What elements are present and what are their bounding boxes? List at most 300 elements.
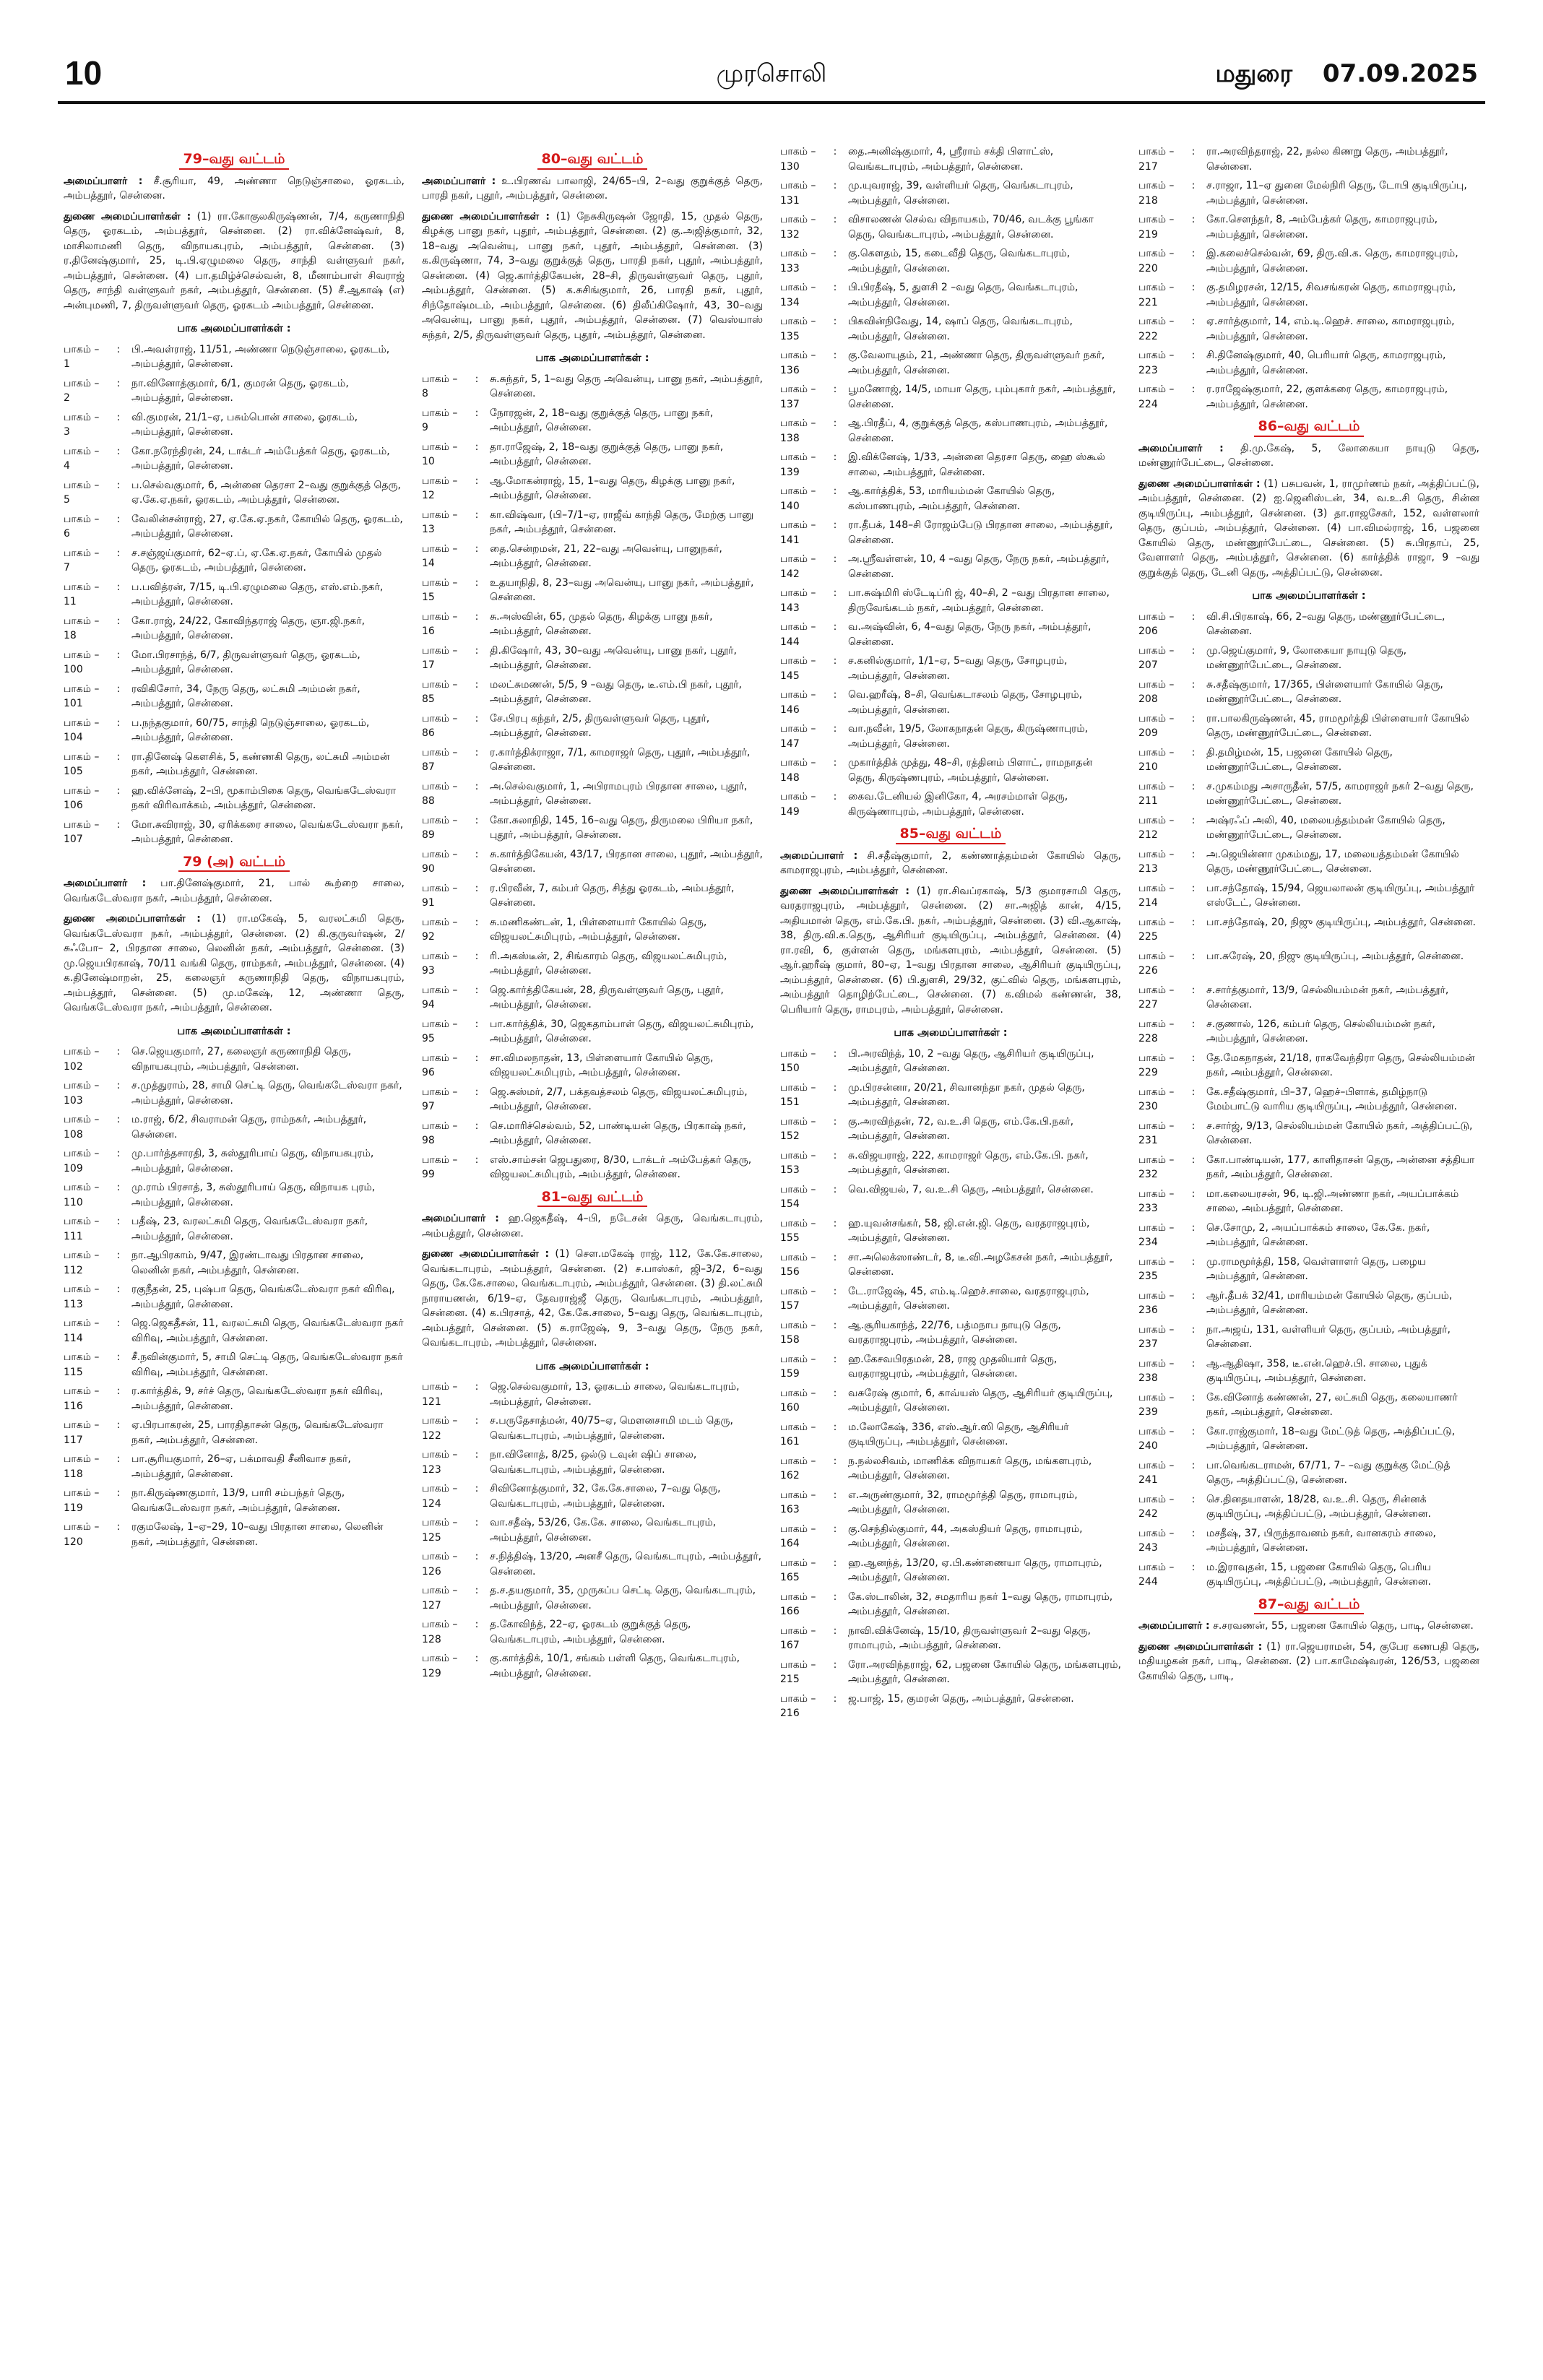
- bagam-label: பாகம்: [780, 451, 808, 463]
- bagam-label: பாகம்: [1138, 1052, 1166, 1064]
- masthead: [58, 43, 1485, 104]
- bagam-number: 158: [780, 1334, 800, 1346]
- bagam-label: பாகம்: [780, 1658, 808, 1671]
- newspaper-name: முரசொலி: [716, 59, 827, 88]
- bagam-details: அஷ்ரஃப் அலி, 40, மலையத்தம்மன் கோயில் தெரு, மண்ணூர்பேட்டை, சென்னை.: [1206, 814, 1445, 841]
- bagam-entry: [422, 1549, 763, 1579]
- bagam-entry: [64, 1350, 405, 1380]
- bagam-label: பாகம்: [64, 1182, 91, 1193]
- bagam-key: பாகம் – 154: [780, 1183, 816, 1210]
- bagam-entry: [64, 1452, 405, 1481]
- bagam-key: பாகம் – 234: [1138, 1221, 1175, 1248]
- bagam-details: கே.வினோத் கண்ணன், 27, லட்சுமி தெரு, கலையாணர் நகர், அம்பத்தூர், சென்னை.: [1206, 1391, 1458, 1418]
- bagam-number: 120: [64, 1536, 83, 1548]
- bagam-key: பாகம் – 116: [64, 1385, 100, 1412]
- bagam-number: 139: [780, 466, 800, 478]
- colon-separator: :: [116, 750, 121, 763]
- bagam-number: 135: [780, 330, 800, 342]
- bagam-key: பாகம் – 218: [1138, 180, 1175, 207]
- bagam-key: பாகம் – 243: [1138, 1527, 1175, 1554]
- colon-separator: :: [833, 1489, 837, 1501]
- deputy-details: (1) ரா.கோகுலகிருஷ்ணன், 7/4, கருணாநிதி தெரு, ஓரகடம், அம்பத்தூர், சென்னை. (2) ரா.விக்னேஷ்வர், 8, மாசிலாமணி தெரு, விநாயகபுரம், அம்பத்தூர், சென்னை. (3) ர.தினேஷ்குமார், 25, டி.பி.ஏழுமலை தெரு, சாந்தி வள்ளுவர் நகர், அம்பத்தூர், சென்னை. (4) பா.தமிழ்ச்செல்வன், 8, மீனாம்பாள் சிவராஜ் தெரு, சாந்தி வள்ளுவர் நகர், அம்பத்தூர், சென்னை. (5) சீ.ஆகாஷ் (எ) அன்புமணி, 7, திருவள்ளுவர் தெரு, ஓரகடம் அம்பத்தூர், சென்னை.: [64, 210, 405, 311]
- bagam-number: 230: [1138, 1101, 1158, 1112]
- organizer-details: சீ.சூரியா, 49, அண்ணா நெடுஞ்சாலை, ஓரகடம், அம்பத்தூர், சென்னை.: [64, 175, 405, 202]
- colon-separator: :: [116, 1046, 121, 1057]
- bagam-entry: [64, 444, 405, 474]
- bagam-key: பாகம் – 15: [422, 576, 458, 603]
- bagam-number: 118: [64, 1468, 83, 1480]
- bagam-key: பாகம் – 147: [780, 723, 816, 750]
- colon-separator: :: [1191, 950, 1196, 962]
- bagam-details: வேலின்சன்ராஜ், 27, ஏ.கே.ஏ.நகர், கோயில் தெரு, ஓரகடம், அம்பத்தூர், சென்னை.: [131, 513, 403, 540]
- bagam-entry: [422, 1481, 763, 1511]
- bagam-label: பாகம்: [780, 248, 808, 259]
- bagam-entry: [780, 1590, 1121, 1619]
- bagam-details: அ.செல்வகுமார், 1, அபிராமபுரம் பிரதான சாலை, புதூர், அம்பத்தூர், சென்னை.: [490, 780, 748, 807]
- bagam-details: கோ.ராஜ்குமார், 18–வது மேட்டுத் தெரு, அத்திப்பட்டு, அம்பத்தூர், சென்னை.: [1206, 1425, 1456, 1452]
- bagam-details: கா.விஷ்வா, (பி–7/1–ஏ, ராஜீவ் காந்தி தெரு, மேற்கு பானு நகர், அம்பத்தூர், சென்னை.: [490, 509, 754, 535]
- bagam-label: பாகம்: [780, 1047, 808, 1060]
- bagam-entry: [64, 614, 405, 644]
- colon-separator: :: [1191, 848, 1196, 860]
- bagam-details: ரா.பாலகிருஷ்ணன், 45, ராமமூர்த்தி பிள்ளையார் கோயில் தெரு, மண்ணூர்பேட்டை, சென்னை.: [1206, 712, 1469, 739]
- bagam-number: 13: [422, 524, 435, 535]
- bagam-details: தா.ராஜேஷ், 2, 18–வது குறுக்குத் தெரு, பானு நகர், அம்பத்தூர், சென்னை.: [490, 441, 724, 467]
- bagam-key: பாகம் – 18: [64, 615, 100, 641]
- colon-separator: :: [1191, 984, 1196, 996]
- bagam-details: மோ.பிரசாந்த், 6/7, திருவள்ளுவர் தெரு, ஓரகடம், அம்பத்தூர், சென்னை.: [131, 649, 360, 675]
- ward-title: 87–வது வட்டம்: [1254, 1597, 1365, 1615]
- colon-separator: :: [833, 1557, 837, 1569]
- bagam-details: விசாலணன் செல்வ விநாயகம், 70/46, வடக்கு பூங்கா தெரு, வெங்கடாபுரம், அம்பத்தூர், சென்னை.: [848, 214, 1094, 241]
- bagam-number: 226: [1138, 965, 1158, 977]
- bagam-number: 117: [64, 1434, 83, 1446]
- bagam-details: பி.அவள்ராஜ், 11/51, அண்ணா நெடுஞ்சாலை, ஓரகடம், அம்பத்தூர், சென்னை.: [131, 343, 390, 370]
- bagam-key: பாகம் – 209: [1138, 712, 1175, 739]
- bagam-key: பாகம் – 206: [1138, 610, 1175, 637]
- bagam-details: வி.சி.பிரகாஷ், 66, 2–வது தெரு, மண்ணூர்பேட்டை, சென்னை.: [1206, 610, 1445, 637]
- bagam-number: 3: [64, 426, 70, 438]
- bagam-entry: [422, 576, 763, 605]
- bagam-details: நா.வினோத், 8/25, ஒல்டு டவுன் ஷிப் சாலை, வெங்கடாபுரம், அம்பத்தூர், சென்னை.: [490, 1449, 697, 1476]
- bagam-number: 153: [780, 1164, 800, 1176]
- bagam-details: அ.ஸ்ரீவள்ளன், 10, 4 –வது தெரு, நேரு நகர், அம்பத்தூர், சென்னை.: [848, 553, 1110, 580]
- bagam-entry: [780, 1658, 1121, 1687]
- bagam-number: 124: [422, 1497, 441, 1510]
- bagam-entry: [64, 410, 405, 440]
- bagam-key: பாகம் – 155: [780, 1217, 816, 1244]
- bagam-entry: [422, 1380, 763, 1409]
- bagam-details: இ.கலைச்செல்வன், 69, திரு.வி.க. தெரு, காமராஜபுரம், அம்பத்தூர், சென்னை.: [1206, 248, 1458, 274]
- bagam-details: சே.பிரபு கந்தர், 2/5, திருவள்ளுவர் தெரு, புதூர், அம்பத்தூர், சென்னை.: [490, 712, 710, 739]
- bagam-details: ஆ.ஆதிஷா, 358, டீ.என்.ஹெச்.பி. சாலை, புதுக் குடியிருப்பு, அம்பத்தூர், சென்னை.: [1206, 1357, 1427, 1384]
- bagam-label: பாகம்: [422, 814, 449, 826]
- bagam-entry: [64, 1418, 405, 1448]
- bagam-details: மு.பார்த்தசாரதி, 3, சுஸ்தூரிபாய் தெரு, விநாயகபுரம், அம்பத்தூர், சென்னை.: [131, 1148, 374, 1174]
- bagam-details: ர.ராஜேஷ்குமார், 22, குளக்கரை தெரு, காமராஜபுரம், அம்பத்தூர், சென்னை.: [1206, 384, 1448, 410]
- organizer-block: [1138, 1619, 1479, 1634]
- colon-separator: :: [475, 610, 479, 623]
- bagam-entry: [422, 372, 763, 402]
- bagam-label: பாகம்: [780, 1692, 808, 1705]
- bagam-key: பாகம் – 138: [780, 417, 816, 444]
- bagam-number: 215: [780, 1674, 800, 1685]
- column-2: [422, 144, 763, 2362]
- bagam-entry: [780, 484, 1121, 514]
- colon-separator: :: [475, 373, 479, 385]
- ward-title: 80–வது வட்டம்: [537, 152, 648, 170]
- article-columns: [64, 144, 1481, 2362]
- colon-separator: :: [1191, 1221, 1196, 1234]
- bagam-number: 243: [1138, 1542, 1158, 1554]
- colon-separator: :: [116, 1216, 121, 1227]
- bagam-key: பாகம் – 241: [1138, 1459, 1175, 1486]
- colon-separator: :: [116, 1385, 121, 1397]
- colon-separator: :: [475, 848, 479, 860]
- bagam-entry: [422, 847, 763, 877]
- bagam-label: பாகம்: [422, 1120, 449, 1132]
- bagam-entry: [1138, 246, 1479, 276]
- organizer-details: தி.மு.கேஷ், 5, லோகையா நாயுடு தெரு, மண்ணூர்பேட்டை, சென்னை.: [1138, 442, 1479, 469]
- bagam-key: பாகம் – 216: [780, 1692, 816, 1719]
- colon-separator: :: [475, 678, 479, 691]
- bagam-label: பாகம்: [1138, 146, 1166, 157]
- bagam-details: ர.கார்த்திக்ராஜா, 7/1, காமராஜர் தெரு, புதூர், அம்பத்தூர், சென்னை.: [490, 746, 751, 773]
- bagam-label: பாகம்: [64, 1284, 91, 1295]
- deputy-organizers-block: [64, 209, 405, 313]
- deputy-organizers-block: [64, 912, 405, 1016]
- organizer-block: [64, 876, 405, 906]
- bagam-key: பாகம் – 227: [1138, 984, 1175, 1011]
- bagam-entry: [780, 314, 1121, 344]
- colon-separator: :: [833, 316, 837, 327]
- bagam-entry: [1138, 949, 1479, 979]
- colon-separator: :: [833, 451, 837, 463]
- bagam-number: 144: [780, 636, 800, 648]
- bagam-key: பாகம் – 133: [780, 248, 816, 274]
- bagam-key: பாகம் – 108: [64, 1114, 100, 1141]
- bagam-number: 155: [780, 1232, 800, 1244]
- bagam-entry: [64, 1112, 405, 1142]
- bagam-key: பாகம் – 137: [780, 384, 816, 410]
- bagam-entry: [64, 784, 405, 813]
- bagam-label: பாகம்: [780, 791, 808, 802]
- colon-separator: :: [475, 1619, 479, 1630]
- bagam-label: பாகம்: [780, 757, 808, 769]
- bagam-label: பாகம்: [780, 1624, 808, 1637]
- bagam-entry: [422, 1085, 763, 1115]
- bagam-number: 103: [64, 1094, 83, 1107]
- bagam-number: 229: [1138, 1067, 1158, 1078]
- bagam-details: ஜெ.கார்த்திகேயன், 28, திருவள்ளுவர் தெரு, புதூர், அம்பத்தூர், சென்னை.: [490, 984, 724, 1011]
- bagam-label: பாகம்: [64, 615, 91, 627]
- colon-separator: :: [475, 950, 479, 962]
- bagam-key: பாகம் – 144: [780, 621, 816, 648]
- bagam-label: பாகம்: [64, 1148, 91, 1159]
- bagam-details: நா.அஜய், 131, வள்ளியர் தெரு, குப்பம், அம்பத்தூர், சென்னை.: [1206, 1323, 1451, 1350]
- bagam-number: 239: [1138, 1406, 1158, 1418]
- bagam-label: பாகம்: [1138, 1425, 1166, 1437]
- bagam-entry: [1138, 1187, 1479, 1216]
- bagam-key: பாகம் – 223: [1138, 350, 1175, 376]
- bagam-key: பாகம் – 125: [422, 1517, 458, 1544]
- colon-separator: :: [475, 1052, 479, 1064]
- bagam-number: 105: [64, 766, 83, 777]
- bagam-label: பாகம்: [780, 1319, 808, 1331]
- bagam-key: பாகம் – 127: [422, 1585, 458, 1611]
- bagam-number: 212: [1138, 829, 1158, 841]
- bagam-number: 111: [64, 1230, 83, 1242]
- colon-separator: :: [475, 780, 479, 792]
- deputy-label: துணை அமைப்பாளர்கள் :: [422, 1248, 550, 1260]
- bagam-label: பாகம்: [64, 1385, 91, 1397]
- bagam-number: 242: [1138, 1508, 1158, 1520]
- bagam-number: 7: [64, 562, 70, 574]
- bagam-entry: [780, 688, 1121, 717]
- organizer-label: அமைப்பாளர் :: [1138, 442, 1224, 454]
- colon-separator: :: [833, 791, 837, 802]
- bagam-number: 148: [780, 771, 800, 784]
- deputy-details: (1) ரா.மகேஷ், 5, வரலட்சுமி தெரு, வெங்கடேஸ்வரா நகர், அம்பத்தூர், சென்னை. (2) கி.குருவர்ஷன், 2/சுஃபோ– 2, பிரதான சாலை, லெனின் நகர், அம்பத்தூர், சென்னை. (3) மு.ஜெயபிரகாஷ், 70/11 வங்கி தெரு, ராம்நகர், அம்பத்தூர், சென்னை. (4) க.தினேஷ்மாறன், 25, கலைஞர் கருணாநிதி தெரு, விநாயகபுரம், அம்பத்தூர், சென்னை. (5) மு.மகேஷ், 12, அண்ணா தெரு, வெங்கடேஸ்வரா நகர், அம்பத்தூர், சென்னை.: [64, 913, 405, 1013]
- bagam-number: 137: [780, 398, 800, 410]
- colon-separator: :: [833, 282, 837, 293]
- deputy-label: துணை அமைப்பாளர்கள் :: [64, 913, 201, 925]
- colon-separator: :: [116, 581, 121, 593]
- bagam-number: 167: [780, 1640, 800, 1651]
- bagam-details: மு.ராம் பிரசாத், 3, சுஸ்தூரிபாய் தெரு, விநாயக புரம், அம்பத்தூர், சென்னை.: [131, 1182, 376, 1208]
- bagam-entry: [422, 915, 763, 945]
- bagam-entry: [64, 1146, 405, 1176]
- bagam-details: நா.கிருஷ்ணகுமார், 13/9, பாரி சம்பந்தர் தெரு, வெங்கடேஸ்வரா நகர், அம்பத்தூர், சென்னை.: [131, 1487, 345, 1514]
- bagam-number: 98: [422, 1135, 435, 1146]
- bagam-details: ம.லோகேஷ், 336, எஸ்.ஆர்.ஸி தெரு, ஆசிரியர் குடியிருப்பு, அம்பத்தூர், சென்னை.: [848, 1421, 1069, 1448]
- bagam-entry: [422, 474, 763, 503]
- bagam-key: பாகம் – 242: [1138, 1493, 1175, 1520]
- bagam-key: பாகம் – 143: [780, 587, 816, 614]
- colon-separator: :: [1191, 1187, 1196, 1200]
- bagam-number: 227: [1138, 999, 1158, 1011]
- bagam-label: பாகம்: [422, 644, 449, 657]
- colon-separator: :: [475, 1415, 479, 1427]
- colon-separator: :: [475, 814, 479, 826]
- bagam-label: பாகம்: [780, 1285, 808, 1297]
- bagam-key: பாகம் – 13: [422, 509, 458, 535]
- colon-separator: :: [475, 1551, 479, 1562]
- bagam-details: சு.சுந்தர், 5, 1–வது தெரு அவென்யு, பானு நகர், அம்பத்தூர், சென்னை.: [490, 373, 763, 399]
- bagam-number: 225: [1138, 931, 1158, 943]
- bagam-key: பாகம் – 235: [1138, 1255, 1175, 1282]
- bagam-number: 164: [780, 1538, 800, 1549]
- bagam-details: தை.அனிஷ்குமார், 4, ஸ்ரீராம் சக்தி பிளாட்ஸ், வெங்கடாபுரம், அம்பத்தூர், சென்னை.: [848, 146, 1054, 173]
- bagam-key: பாகம் – 239: [1138, 1391, 1175, 1418]
- bagam-label: பாகம்: [64, 1250, 91, 1261]
- colon-separator: :: [833, 1658, 837, 1671]
- bagam-label: பாகம்: [780, 1557, 808, 1569]
- bagam-label: பாகம்: [64, 513, 91, 525]
- bagam-details: ரகுநீதன், 25, புஷ்பா தெரு, வெங்கடேஸ்வரா நகர் விரிவு, அம்பத்தூர், சென்னை.: [131, 1284, 395, 1310]
- bagam-details: ஜெ.செல்வகுமார், 13, ஓரகடம் சாலை, வெங்கடாபுரம், அம்பத்தூர், சென்னை.: [490, 1381, 740, 1408]
- bagam-label: பாகம்: [1138, 1120, 1166, 1132]
- bagam-number: 114: [64, 1332, 83, 1344]
- colon-separator: :: [475, 1381, 479, 1393]
- bagam-key: பாகம் – 102: [64, 1046, 100, 1073]
- section-heading: பாக அமைப்பாளர்கள் :: [535, 352, 649, 364]
- bagam-key: பாகம் – 146: [780, 689, 816, 716]
- bagam-key: பாகம் – 233: [1138, 1187, 1175, 1214]
- bagam-details: பூமணோஜ், 14/5, மாயா தெரு, பும்புகார் நகர், அம்பத்தூர், சென்னை.: [848, 384, 1116, 410]
- bagam-key: பாகம் – 14: [422, 542, 458, 569]
- bagam-entry: [1138, 382, 1479, 412]
- bagam-details: நா.வினோத்குமார், 6/1, குமரன் தெரு, ஓரகடம், அம்பத்தூர், சென்னை.: [131, 377, 349, 404]
- bagam-entry: [1138, 1356, 1479, 1386]
- bagam-entry: [1138, 711, 1479, 741]
- colon-separator: :: [116, 1114, 121, 1125]
- bagam-label: பாகம்: [422, 373, 449, 385]
- colon-separator: :: [833, 1319, 837, 1331]
- bagam-key: பாகம் – 151: [780, 1081, 816, 1108]
- bagam-entry: [780, 1081, 1121, 1110]
- bagam-details: கோ.சௌந்தர், 8, அம்பேத்கர் தெரு, காமராஜபுரம், அம்பத்தூர், சென்னை.: [1206, 214, 1438, 241]
- bagam-key: பாகம் – 145: [780, 655, 816, 682]
- bagam-number: 88: [422, 795, 435, 807]
- bagam-entry: [1138, 1390, 1479, 1420]
- colon-separator: :: [475, 746, 479, 758]
- bagam-entry: [64, 682, 405, 711]
- bagam-details: எஸ்.சாம்சன் ஜெபதுரை, 8/30, டாக்டர் அம்பேத்கர் தெரு, விஜயலட்சுமிபுரம், அம்பத்தூர், சென்னை.: [490, 1154, 752, 1180]
- bagam-number: 210: [1138, 761, 1158, 773]
- bagam-key: பாகம் – 158: [780, 1319, 816, 1346]
- bagam-entry: [422, 678, 763, 707]
- section-heading: பாக அமைப்பாளர்கள் :: [535, 1360, 649, 1372]
- bagam-label: பாகம்: [1138, 1357, 1166, 1369]
- colon-separator: :: [116, 615, 121, 627]
- bagam-key: பாகம் – 149: [780, 791, 816, 818]
- bagam-number: 87: [422, 761, 435, 773]
- bagam-details: கு.அரவிந்தன், 72, வ.உ.சி தெரு, எம்.கே.பி.நகர், அம்பத்தூர், சென்னை.: [848, 1115, 1074, 1142]
- bagam-label: பாகம்: [64, 1114, 91, 1125]
- bagam-key: பாகம் – 162: [780, 1455, 816, 1481]
- bagam-key: பாகம் – 167: [780, 1624, 816, 1651]
- bagam-number: 166: [780, 1606, 800, 1617]
- bagam-number: 97: [422, 1101, 435, 1112]
- bagam-key: பாகம் – 212: [1138, 814, 1175, 841]
- bagam-details: நோரஜன், 2, 18–வது குறுக்குத் தெரு, பானு நகர், அம்பத்தூர், சென்னை.: [490, 407, 714, 433]
- bagam-entry: [780, 1047, 1121, 1076]
- bagam-details: முகார்த்திக் முத்து, 48–சி, ரத்தினம் பிளாட், ராமநாதன் தெரு, கிருஷ்ணபுரம், அம்பத்தூர், சென்னை.: [848, 757, 1093, 784]
- bagam-label: பாகம்: [780, 1251, 808, 1263]
- bagam-key: பாகம் – 219: [1138, 214, 1175, 241]
- bagam-details: பா.கார்த்திக், 30, ஜெகதாம்பாள் தெரு, விஜயலட்சுமிபுரம், அம்பத்தூர், சென்னை.: [490, 1018, 754, 1044]
- bagam-key: பாகம் – 226: [1138, 950, 1175, 977]
- bagam-entry: [1138, 983, 1479, 1013]
- section-heading: பாக அமைப்பாளர்கள் :: [177, 1025, 291, 1037]
- bagam-entry: [422, 711, 763, 741]
- bagam-number: 108: [64, 1128, 83, 1141]
- bagam-key: பாகம் – 107: [64, 818, 100, 845]
- bagam-label: பாகம்: [1138, 848, 1166, 860]
- bagam-key: பாகம் – 101: [64, 683, 100, 709]
- bagam-entry: [1138, 1119, 1479, 1148]
- bagam-key: பாகம் – 236: [1138, 1289, 1175, 1316]
- bagam-entry: [64, 750, 405, 779]
- bagam-entry: [422, 610, 763, 639]
- bagam-number: 234: [1138, 1237, 1158, 1248]
- bagam-details: சா.அலெக்ஸாண்டர், 8, டீ.வி.அழகேசன் நகர், அம்பத்தூர், சென்னை.: [848, 1251, 1113, 1278]
- organizer-details: ச.சரவணன், 55, பஜனை கோயில் தெரு, பாடி, சென்னை.: [1213, 1620, 1474, 1632]
- bagam-label: பாகம்: [1138, 1018, 1166, 1030]
- bagam-number: 238: [1138, 1372, 1158, 1384]
- bagam-details: மசதீஷ், 37, பிருந்தாவனம் நகர், வானகரம் சாலை, அம்பத்தூர், சென்னை.: [1206, 1527, 1437, 1554]
- column-3: [780, 144, 1121, 2362]
- colon-separator: :: [116, 1453, 121, 1465]
- bagam-entry: [780, 1386, 1121, 1416]
- bagam-label: பாகம்: [64, 1351, 91, 1363]
- bagam-label: பாகம்: [780, 146, 808, 157]
- bagam-entry: [1138, 1221, 1479, 1250]
- bagam-key: பாகம் – 161: [780, 1421, 816, 1448]
- bagam-details: அ.ஜெயின்னா முகம்மது, 17, மலையத்தம்மன் கோயில் தெரு, மண்ணூர்பேட்டை, சென்னை.: [1206, 848, 1459, 875]
- bagam-key: பாகம் – 93: [422, 950, 458, 977]
- bagam-label: பாகம்: [780, 1115, 808, 1128]
- bagam-label: பாகம்: [64, 717, 91, 729]
- bagam-entry: [780, 450, 1121, 480]
- bagam-entry: [422, 1448, 763, 1477]
- colon-separator: :: [1191, 180, 1196, 191]
- bagam-label: பாகம்: [1138, 1323, 1166, 1336]
- bagam-key: பாகம் – 12: [422, 475, 458, 501]
- colon-separator: :: [116, 717, 121, 729]
- bagam-label: பாகம்: [780, 485, 808, 497]
- bagam-key: பாகம் – 157: [780, 1285, 816, 1312]
- ward-heading: [422, 152, 763, 170]
- bagam-label: பாகம்: [422, 678, 449, 691]
- bagam-key: பாகம் – 85: [422, 678, 458, 705]
- page-number: 10: [65, 54, 103, 92]
- bagam-details: ச.சார்த்குமார், 13/9, செல்லியம்மன் நகர், அம்பத்தூர், சென்னை.: [1206, 984, 1449, 1011]
- colon-separator: :: [1191, 916, 1196, 928]
- bagam-key: பாகம் – 104: [64, 717, 100, 743]
- bagam-entry: [422, 508, 763, 537]
- bagam-number: 140: [780, 500, 800, 512]
- bagam-label: பாகம்: [1138, 1493, 1166, 1505]
- bagam-number: 244: [1138, 1576, 1158, 1588]
- bagam-label: பாகம்: [422, 950, 449, 962]
- bagam-label: பாகம்: [422, 576, 449, 589]
- bagam-label: பாகம்: [1138, 814, 1166, 826]
- bagam-label: பாகம்: [422, 1381, 449, 1393]
- deputy-details: (1) நேசுகிருஷன் ஜோதி, 15, முதல் தெரு, கிழக்கு பானு நகர், புதூர், அம்பத்தூர், சென்னை. (2) கு.அஜித்குமார், 32, 18–வது அவென்யு, பானு நகர், புதூர், அம்பத்தூர், சென்னை. (3) க.கிருஷ்ணா, 74, 3–வது குறுக்குத் தெரு, பாரதி நகர், புதூர், அம்பத்தூர், சென்னை. (4) ஜெ.கார்த்திகேயன், 28–சி, திருவள்ளுவர் தெரு, புதூர், அம்பத்தூர், சென்னை. (5) க.சுசிங்குமார், 26, பாரதி நகர், புதூர், சிந்தோஷ்மடம், அம்பத்தூர், சென்னை. (6) திலீப்கிஷோர், 43, 30–வது அவென்யு, பானு நகர், புதூர், அம்பத்தூர், சென்னை. (7) வெஸ்யாஸ் சுந்தர், 2/5, திருவள்ளுவர் தெரு, புதூர், அம்பத்தூர், சென்னை.: [422, 210, 763, 341]
- colon-separator: :: [1191, 1154, 1196, 1166]
- bagam-label: பாகம்: [780, 1183, 808, 1195]
- bagam-entry: [780, 586, 1121, 615]
- colon-separator: :: [116, 547, 121, 559]
- bagam-label: பாகம்: [422, 1154, 449, 1166]
- bagam-entry: [422, 1583, 763, 1613]
- bagam-entry: [1138, 1424, 1479, 1454]
- bagam-entry: [64, 1282, 405, 1312]
- bagam-key: பாகம் – 229: [1138, 1052, 1175, 1078]
- bagam-details: ரவிகிசோர், 34, நேரு தெரு, லட்சுமி அம்மன் நகர், அம்பத்தூர், சென்னை.: [131, 683, 360, 709]
- bagam-key: பாகம் – 222: [1138, 316, 1175, 342]
- bagam-label: பாகம்: [1138, 180, 1166, 191]
- bagam-number: 208: [1138, 693, 1158, 705]
- bagam-key: பாகம் – 86: [422, 712, 458, 739]
- bagam-label: பாகம்: [780, 621, 808, 633]
- bagam-label: பாகம்: [1138, 1221, 1166, 1234]
- colon-separator: :: [1191, 282, 1196, 293]
- bagam-number: 134: [780, 296, 800, 308]
- bagam-entry: [780, 1454, 1121, 1484]
